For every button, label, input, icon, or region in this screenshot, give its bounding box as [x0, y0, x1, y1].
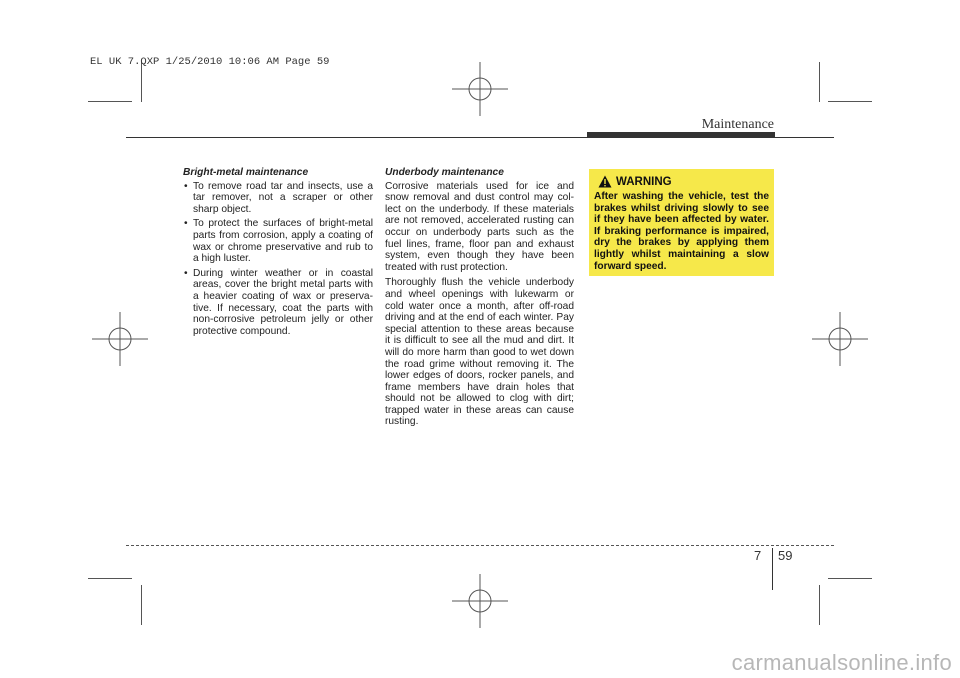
- warning-triangle-icon: [598, 175, 612, 188]
- page-number: 59: [778, 548, 793, 563]
- registration-mark: [452, 62, 508, 116]
- list-item: • To protect the surfaces of bright-metal parts from corrosion, apply a coating of wax or chrome preservative and rub to a high luster.: [183, 218, 373, 264]
- warning-header: [598, 175, 769, 188]
- list-item: • To remove road tar and insects, use a tar remover, not a scraper or other sharp object.: [183, 181, 373, 216]
- crop-mark: [141, 62, 142, 102]
- crop-mark: [88, 101, 132, 102]
- crop-mark: [819, 62, 820, 102]
- crop-mark: [828, 101, 872, 102]
- crop-mark: [819, 585, 820, 625]
- footer-divider: [126, 545, 834, 546]
- header-rule-bar: [587, 132, 775, 138]
- list-item: • During winter weather or in coastal areas, cover the bright metal parts with a heavier coating of wax or preserva-tive. If necessary, coat the parts with non-corrosive petroleum jelly or other protective compound.: [183, 268, 373, 338]
- crop-mark: [141, 585, 142, 625]
- registration-mark: [92, 312, 148, 366]
- section-title: Maintenance: [701, 117, 774, 132]
- page-number-separator: [772, 548, 773, 590]
- section-heading: Bright-metal maintenance: [183, 167, 309, 178]
- warning-title: WARNING: [616, 175, 672, 188]
- section-heading: Underbody maintenance: [385, 167, 504, 178]
- bullet-list: [183, 181, 373, 338]
- crop-mark: [828, 578, 872, 579]
- warning-box: [589, 169, 774, 276]
- underbody-section: [385, 167, 574, 432]
- registration-mark: [812, 312, 868, 366]
- paragraph: Corrosive materials used for ice and snow removal and dust control may col-lect on the underbody. If these materials are not removed, accelerated rusting can occur on underbody parts such as the fuel lines, frame, floor pan and exhaust system, even though they have been treated with rust protection.: [385, 180, 574, 273]
- watermark: carmanualsonline.info: [731, 650, 952, 675]
- print-slug: EL UK 7.QXP 1/25/2010 10:06 AM Page 59: [90, 56, 330, 68]
- registration-mark: [452, 574, 508, 628]
- crop-mark: [88, 578, 132, 579]
- bright-metal-section: [183, 167, 373, 340]
- chapter-number: 7: [754, 548, 762, 563]
- paragraph: Thoroughly flush the vehicle underbody and wheel openings with lukewarm or cold water once a month, after off-road driving and at the end of each winter. Pay special attention to these areas because it is difficult to see all the mud and dirt. It will do more harm than good to wet down the road grime without removing it. The lower edges of doors, rocker panels, and frame members have drain holes that should not be allowed to clog with dirt; trapped water in these areas can cause rusting.: [385, 277, 574, 428]
- warning-text: After washing the vehicle, test the brakes whilst driving slowly to see if they have been affected by water. If braking performance is impaired, dry the brakes by applying them lightly whilst maintaining a slow forward speed.: [594, 191, 769, 272]
